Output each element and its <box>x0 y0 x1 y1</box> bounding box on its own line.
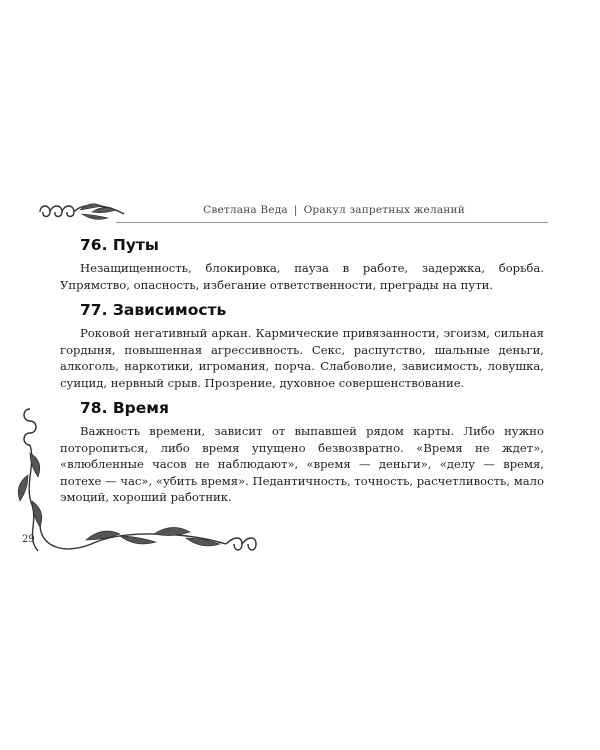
header-author: Светлана Веда <box>203 204 288 216</box>
header-separator: | <box>293 204 298 216</box>
running-header <box>120 204 548 216</box>
header-rule <box>116 222 548 223</box>
section-time <box>60 399 544 506</box>
page-content <box>60 232 544 514</box>
section-putty <box>60 236 544 293</box>
floral-flourish-icon <box>36 198 126 226</box>
section-heading: 77. Зависимость <box>80 301 227 319</box>
page-number: 29 <box>22 534 35 545</box>
section-body: Важность времени, зависит от выпавшей рядом карты. Либо нужно поторопиться, либо время упущено безвозвратно. «Время не ждет», «влюбленные часов не наблюдают», «время — деньги», «делу — время, потехе — час», «убить время». Педантичность, точность, расчетливость, мало эмоций, хороший работник. <box>60 424 544 504</box>
section-dependence <box>60 301 544 391</box>
section-heading: 78. Время <box>80 399 169 417</box>
section-heading: 76. Путы <box>80 236 159 254</box>
section-body: Незащищенность, блокировка, пауза в работе, задержка, борьба. Упрямство, опасность, избегание ответственности, преграды на пути. <box>60 261 544 292</box>
header-book-title: Оракул запретных желаний <box>303 204 465 216</box>
leaf-scroll-icon <box>36 518 266 562</box>
section-body: Роковой негативный аркан. Кармические привязанности, эгоизм, сильная гордыня, повышенная агрессивность. Секс, распутство, шальные деньги, алкоголь, наркотики, игромания, порча. Слабоволие, зависимость, ловушка, суицид, нервный срыв. Прозрение, духовное совершенствование. <box>60 326 544 390</box>
